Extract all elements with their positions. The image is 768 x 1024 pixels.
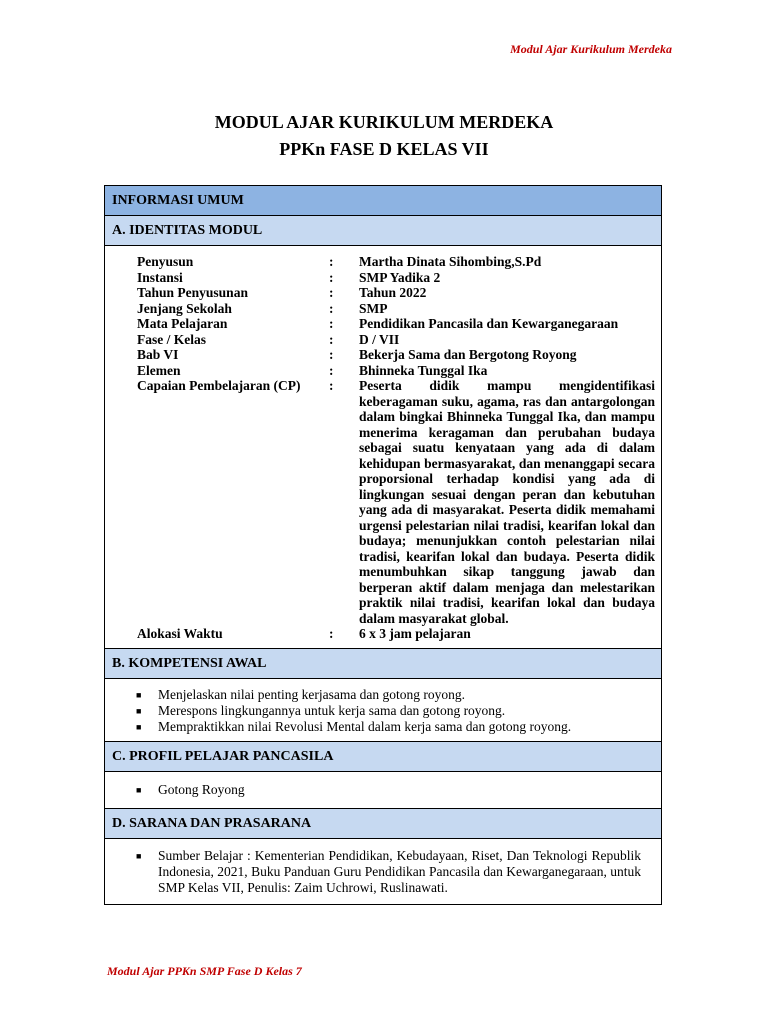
row-label: Bab VI: [137, 347, 179, 362]
identity-row: [137, 626, 655, 642]
section-d-heading: D. SARANA DAN PRASARANA: [105, 809, 661, 839]
kompetensi-list: [105, 679, 661, 741]
identity-row: [137, 301, 655, 317]
list-item: [136, 782, 641, 798]
row-label: Tahun Penyusunan: [137, 285, 248, 300]
row-label: Instansi: [137, 269, 183, 285]
section-c-heading: C. PROFIL PELAJAR PANCASILA: [105, 742, 661, 772]
footer-note: Modul Ajar PPKn SMP Fase D Kelas 7: [107, 964, 302, 978]
square-bullet-icon: ■: [136, 784, 142, 795]
list-item-text: Mempraktikkan nilai Revolusi Mental dalam kerja sama dan gotong royong.: [158, 718, 572, 734]
square-bullet-icon: ■: [136, 850, 142, 861]
row-colon: :: [329, 316, 334, 331]
identity-row: [137, 316, 655, 332]
sarana-list: [105, 839, 661, 904]
square-bullet-icon: ■: [136, 705, 142, 716]
row-label: Capaian Pembelajaran (CP): [137, 378, 301, 393]
row-colon: :: [329, 254, 334, 269]
row-colon: :: [329, 626, 334, 641]
header-note: Modul Ajar Kurikulum Merdeka: [510, 42, 672, 56]
profil-list: [105, 772, 661, 808]
row-label: Jenjang Sekolah: [137, 300, 232, 316]
row-value: SMP: [359, 300, 388, 316]
section-b-heading: B. KOMPETENSI AWAL: [105, 649, 661, 679]
list-item-text: Gotong Royong: [158, 781, 245, 797]
kompetensi-awal-block: [105, 679, 661, 742]
row-value: Martha Dinata Sihombing,S.Pd: [359, 254, 542, 269]
identity-row: [137, 332, 655, 348]
square-bullet-icon: ■: [136, 721, 142, 732]
list-item: [136, 848, 641, 896]
row-label: Penyusun: [137, 254, 194, 269]
row-label: Alokasi Waktu: [137, 626, 223, 641]
row-value: Tahun 2022: [359, 285, 427, 300]
row-value: SMP Yadika 2: [359, 269, 441, 285]
row-label: Fase / Kelas: [137, 331, 206, 347]
info-table: [104, 185, 662, 905]
row-colon: :: [329, 269, 334, 285]
identity-row: [137, 254, 655, 270]
row-colon: :: [329, 285, 334, 300]
row-label: Elemen: [137, 362, 181, 378]
identitas-modul-block: [105, 246, 661, 649]
profil-pelajar-block: [105, 772, 661, 809]
list-item: [136, 719, 641, 735]
info-umum-heading: INFORMASI UMUM: [105, 186, 661, 216]
row-value: D / VII: [359, 331, 400, 347]
identity-row: [137, 347, 655, 363]
row-colon: :: [329, 347, 334, 362]
row-colon: :: [329, 378, 334, 393]
capaian-pembelajaran-text: Peserta didik mampu mengidentifikasi keberagaman suku, agama, ras dan antargolongan dalam bingkai Bhinneka Tunggal Ika, dan mampu menerima keragaman dan perubahan budaya sebagai suatu kenyataan yang ada di dalam kehidupan bermasyarakat, dan menanggapi secara proporsional terhadap kondisi yang ada di lingkungan sesuai dengan peran dan kebutuhan yang ada di masyarakat. Peserta didik memahami urgensi pelestarian nilai tradisi, kearifan lokal dan budaya; menunjukkan contoh pelestarian nilai tradisi, kearifan lokal dan budaya. Peserta didik menumbuhkan sikap tanggung jawab dan berperan aktif dalam menjaga dan melestarikan praktik nilai tradisi, kearifan lokal dan budaya dalam masyarakat global.: [359, 378, 655, 626]
identity-row: [137, 270, 655, 286]
row-value: Bhinneka Tunggal Ika: [359, 362, 488, 378]
square-bullet-icon: ■: [136, 689, 142, 700]
document-subtitle: PPKn FASE D KELAS VII: [279, 139, 489, 159]
row-colon: :: [329, 300, 334, 316]
row-value: Pendidikan Pancasila dan Kewarganegaraan: [359, 316, 619, 331]
row-colon: :: [329, 362, 334, 378]
row-value: 6 x 3 jam pelajaran: [359, 626, 471, 641]
identity-row: [137, 363, 655, 379]
identity-row: [137, 378, 655, 626]
list-item-text: Merespons lingkungannya untuk kerja sama dan gotong royong.: [158, 702, 506, 718]
sarana-prasarana-block: [105, 839, 661, 904]
list-item: [136, 687, 641, 703]
list-item-text: Sumber Belajar : Kementerian Pendidikan, Kebudayaan, Riset, Dan Teknologi Republik Indonesia, 2021, Buku Panduan Guru Pendidikan Pancasila dan Kewarganegaraan, untuk SMP Kelas VII, Penulis: Zaim Uchrowi, Ruslinawati.: [158, 847, 641, 895]
list-item-text: Menjelaskan nilai penting kerjasama dan gotong royong.: [158, 686, 466, 702]
list-item: [136, 703, 641, 719]
document-title: MODUL AJAR KURIKULUM MERDEKA: [214, 112, 554, 132]
identity-row: [137, 285, 655, 301]
row-label: Mata Pelajaran: [137, 316, 228, 331]
row-value: Bekerja Sama dan Bergotong Royong: [359, 347, 577, 362]
section-a-heading: A. IDENTITAS MODUL: [105, 216, 661, 246]
row-colon: :: [329, 331, 334, 347]
